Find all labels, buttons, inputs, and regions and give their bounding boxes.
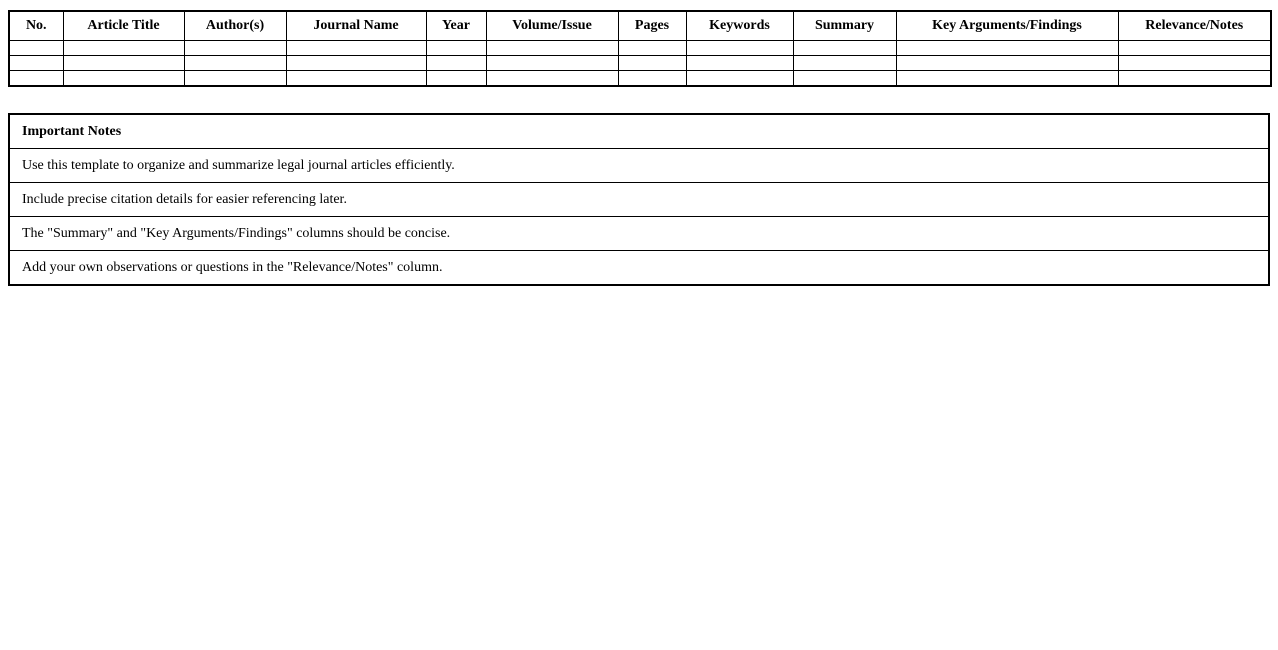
empty-cell[interactable]	[686, 71, 793, 87]
column-header-article-title: Article Title	[63, 11, 184, 41]
empty-cell[interactable]	[896, 71, 1118, 87]
table-row	[9, 41, 1271, 56]
column-header-pages: Pages	[618, 11, 686, 41]
empty-cell[interactable]	[618, 56, 686, 71]
note-row	[9, 183, 1269, 217]
column-header-key-arguments-findings: Key Arguments/Findings	[896, 11, 1118, 41]
note-text: Include precise citation details for easier referencing later.	[9, 183, 1269, 217]
empty-cell[interactable]	[63, 41, 184, 56]
notes-title: Important Notes	[9, 114, 1269, 149]
column-header-authors: Author(s)	[184, 11, 286, 41]
table-row	[9, 56, 1271, 71]
empty-cell[interactable]	[793, 41, 896, 56]
column-header-year: Year	[426, 11, 486, 41]
empty-cell[interactable]	[426, 41, 486, 56]
column-header-volume-issue: Volume/Issue	[486, 11, 618, 41]
empty-cell[interactable]	[486, 71, 618, 87]
empty-cell[interactable]	[286, 56, 426, 71]
column-header-journal-name: Journal Name	[286, 11, 426, 41]
articles-table	[8, 10, 1272, 87]
empty-cell[interactable]	[63, 56, 184, 71]
empty-cell[interactable]	[793, 71, 896, 87]
column-header-keywords: Keywords	[686, 11, 793, 41]
note-text: Add your own observations or questions in the "Relevance/Notes" column.	[9, 251, 1269, 286]
important-notes-table	[8, 113, 1270, 286]
empty-cell[interactable]	[486, 56, 618, 71]
empty-cell[interactable]	[63, 71, 184, 87]
column-header-relevance-notes: Relevance/Notes	[1118, 11, 1271, 41]
empty-cell[interactable]	[184, 56, 286, 71]
empty-cell[interactable]	[426, 71, 486, 87]
note-row	[9, 217, 1269, 251]
note-text: Use this template to organize and summarize legal journal articles efficiently.	[9, 149, 1269, 183]
empty-cell[interactable]	[896, 56, 1118, 71]
articles-header-row	[9, 11, 1271, 41]
empty-cell[interactable]	[286, 71, 426, 87]
empty-cell[interactable]	[686, 41, 793, 56]
note-text: The "Summary" and "Key Arguments/Findings" columns should be concise.	[9, 217, 1269, 251]
empty-cell[interactable]	[9, 71, 63, 87]
empty-cell[interactable]	[1118, 71, 1271, 87]
empty-cell[interactable]	[618, 41, 686, 56]
empty-cell[interactable]	[426, 56, 486, 71]
empty-cell[interactable]	[896, 41, 1118, 56]
empty-cell[interactable]	[486, 41, 618, 56]
notes-title-row	[9, 114, 1269, 149]
empty-cell[interactable]	[286, 41, 426, 56]
empty-cell[interactable]	[1118, 41, 1271, 56]
note-row	[9, 251, 1269, 286]
empty-cell[interactable]	[184, 41, 286, 56]
empty-cell[interactable]	[9, 56, 63, 71]
table-row	[9, 71, 1271, 87]
empty-cell[interactable]	[1118, 56, 1271, 71]
empty-cell[interactable]	[793, 56, 896, 71]
column-header-no: No.	[9, 11, 63, 41]
empty-cell[interactable]	[686, 56, 793, 71]
empty-cell[interactable]	[618, 71, 686, 87]
column-header-summary: Summary	[793, 11, 896, 41]
empty-cell[interactable]	[184, 71, 286, 87]
note-row	[9, 149, 1269, 183]
empty-cell[interactable]	[9, 41, 63, 56]
